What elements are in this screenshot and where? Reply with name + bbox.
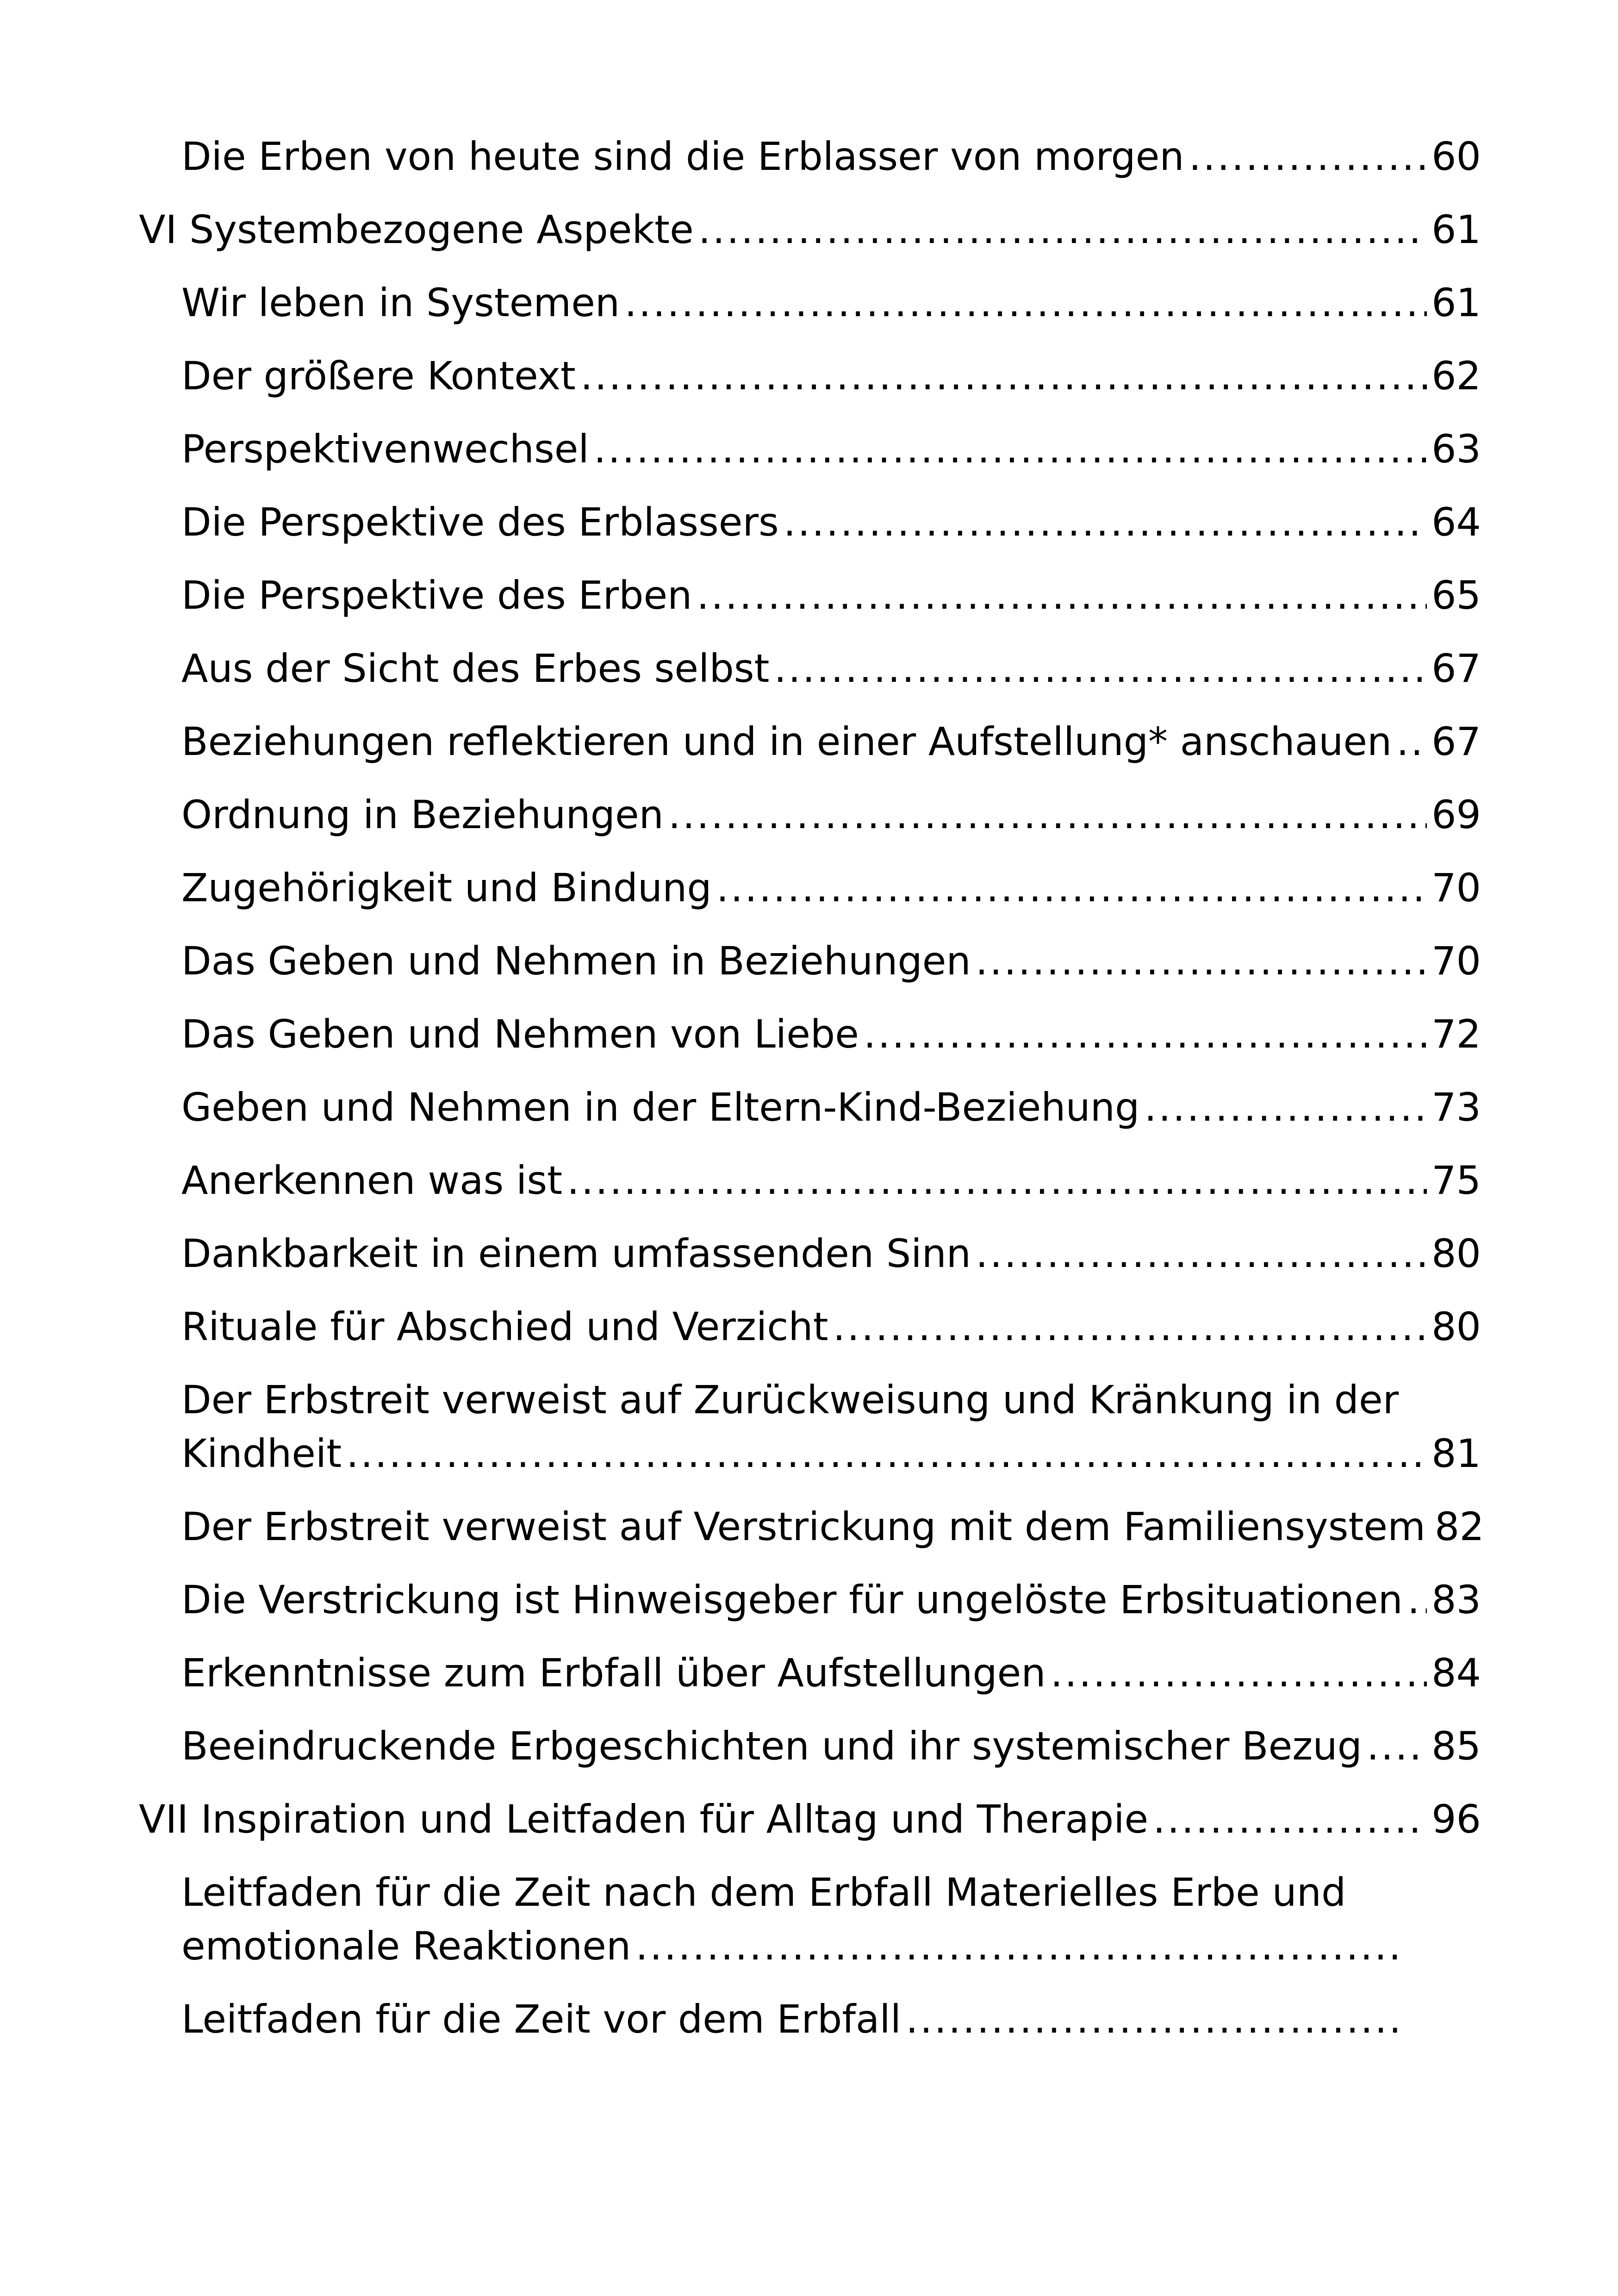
toc-entry-page: 81 <box>1431 1431 1481 1476</box>
toc-entry-title: Das Geben und Nehmen in Beziehungen <box>181 938 971 984</box>
toc-entry <box>139 642 1481 695</box>
toc-entry <box>139 1227 1481 1280</box>
toc-entry-page: 82 <box>1434 1504 1484 1549</box>
toc-entry <box>139 1573 1481 1627</box>
toc-entry-page: 70 <box>1431 938 1481 984</box>
toc-entry-title-line2: Kindheit <box>181 1431 342 1476</box>
toc-leader-dots <box>668 788 1427 842</box>
toc-entry <box>139 349 1481 403</box>
toc-entry-page: 65 <box>1431 573 1481 618</box>
toc-entry-page: 80 <box>1431 1304 1481 1349</box>
toc-entry <box>139 495 1481 549</box>
toc-entry-title: Das Geben und Nehmen von Liebe <box>181 1011 859 1057</box>
toc-entry-title: Die Erben von heute sind die Erblasser von morgen <box>181 134 1184 179</box>
toc-entry-page: 70 <box>1431 865 1481 911</box>
toc-entry-title: Dankbarkeit in einem umfassenden Sinn <box>181 1231 971 1276</box>
toc-entry-page: 83 <box>1431 1577 1481 1622</box>
toc-entry-page: 96 <box>1431 1797 1481 1842</box>
toc-entry-page: 67 <box>1431 646 1481 691</box>
toc-leader-dots <box>624 276 1427 330</box>
toc-leader-dots <box>976 934 1427 988</box>
toc-entry-page: 64 <box>1431 499 1481 545</box>
toc-entry-title: Beeindruckende Erbgeschichten und ihr systemischer Bezug <box>181 1723 1362 1769</box>
toc-entry-title: Aus der Sicht des Erbes selbst <box>181 646 770 691</box>
toc-entry <box>139 1080 1481 1134</box>
toc-entry-page: 67 <box>1431 719 1481 764</box>
toc-entry <box>139 568 1481 622</box>
toc-entry-title: Erkenntnisse zum Erbfall über Aufstellungen <box>181 1650 1046 1696</box>
toc-entry-title: Perspektivenwechsel <box>181 426 589 472</box>
toc-entry-title-line1: Der Erbstreit verweist auf Zurückweisung und Kränkung in der <box>181 1377 1399 1423</box>
toc-chapter-entry <box>139 203 1481 256</box>
toc-entry-page: 61 <box>1431 280 1481 325</box>
toc-entry-title: Die Perspektive des Erben <box>181 573 692 618</box>
toc-leader-dots <box>1367 1719 1427 1773</box>
toc-entry-page: 61 <box>1431 207 1481 252</box>
toc-entry-page: 63 <box>1431 426 1481 472</box>
toc-entry <box>139 788 1481 842</box>
toc-leader-dots <box>774 642 1427 695</box>
toc-entry <box>139 1300 1481 1354</box>
toc-leader-dots <box>1144 1080 1427 1134</box>
toc-entry-title: Der größere Kontext <box>181 353 576 399</box>
toc-entry <box>139 1992 1481 2046</box>
toc-entry <box>139 1646 1481 1700</box>
toc-leader-dots <box>698 203 1427 256</box>
toc-entry-page: 73 <box>1431 1085 1481 1130</box>
toc-entry-title: Der Erbstreit verweist auf Verstrickung mit dem Familiensystem <box>181 1504 1425 1549</box>
toc-leader-dots <box>833 1300 1427 1354</box>
toc-entry-title: Die Perspektive des Erblassers <box>181 499 779 545</box>
toc-entry <box>139 1500 1484 1554</box>
toc-entry <box>139 1154 1481 1207</box>
toc-entry-page: 72 <box>1431 1011 1481 1057</box>
toc-leader-dots <box>1051 1646 1427 1700</box>
toc-leader-dots <box>864 1007 1427 1061</box>
toc-entry <box>139 1866 1481 1973</box>
toc-entry-title: Die Verstrickung ist Hinweisgeber für ungelöste Erbsituationen <box>181 1577 1403 1622</box>
toc-entry <box>139 130 1481 183</box>
toc-entry-page: 69 <box>1431 792 1481 837</box>
toc-entry-title-line2: emotionale Reaktionen <box>181 1923 631 1969</box>
toc-leader-dots <box>1153 1792 1427 1846</box>
toc-entry <box>139 1007 1481 1061</box>
toc-entry-title: Rituale für Abschied und Verzicht <box>181 1304 828 1349</box>
toc-leader-dots <box>976 1227 1427 1280</box>
toc-leader-dots <box>1396 715 1427 768</box>
toc-leader-dots <box>567 1154 1427 1207</box>
toc-entry-title: Zugehörigkeit und Bindung <box>181 865 712 911</box>
toc-leader-dots <box>716 861 1427 915</box>
toc-entry-page: 75 <box>1431 1158 1481 1203</box>
toc-entry <box>139 1719 1481 1773</box>
toc-leader-dots <box>594 422 1427 476</box>
toc-entry-title-line1: Leitfaden für die Zeit nach dem Erbfall Materielles Erbe und <box>181 1870 1346 1915</box>
toc-leader-dots <box>1189 130 1427 183</box>
toc-leader-dots <box>580 349 1427 403</box>
toc-entry <box>139 934 1481 988</box>
toc-leader-dots <box>346 1427 1427 1480</box>
toc-entry-title: Leitfaden für die Zeit vor dem Erbfall <box>181 1997 902 2042</box>
toc-leader-dots <box>906 1992 1407 2046</box>
toc-entry <box>139 1373 1481 1480</box>
toc-entry <box>139 861 1481 915</box>
toc-entry-page: 84 <box>1431 1650 1481 1696</box>
toc-leader-dots <box>697 568 1427 622</box>
toc-chapter-title: VI Systembezogene Aspekte <box>139 207 694 252</box>
toc-entry <box>139 422 1481 476</box>
toc-entry-title: Beziehungen reflektieren und in einer Aufstellung* anschauen <box>181 719 1392 764</box>
toc-entry <box>139 715 1481 768</box>
toc-leader-dots <box>1407 1573 1427 1627</box>
toc-entry-page: 62 <box>1431 353 1481 399</box>
toc-chapter-title: VII Inspiration und Leitfaden für Alltag und Therapie <box>139 1797 1149 1842</box>
toc-entry-title: Wir leben in Systemen <box>181 280 620 325</box>
toc-entry-title: Anerkennen was ist <box>181 1158 563 1203</box>
table-of-contents <box>139 130 1484 2065</box>
toc-entry-title: Ordnung in Beziehungen <box>181 792 664 837</box>
toc-entry <box>139 276 1481 330</box>
toc-leader-dots <box>784 495 1427 549</box>
toc-entry-title: Geben und Nehmen in der Eltern-Kind-Beziehung <box>181 1085 1140 1130</box>
toc-entry-page: 80 <box>1431 1231 1481 1276</box>
toc-entry-page: 60 <box>1431 134 1481 179</box>
toc-chapter-entry <box>139 1792 1481 1846</box>
toc-leader-dots <box>635 1919 1407 1973</box>
toc-entry-page: 85 <box>1431 1723 1481 1769</box>
